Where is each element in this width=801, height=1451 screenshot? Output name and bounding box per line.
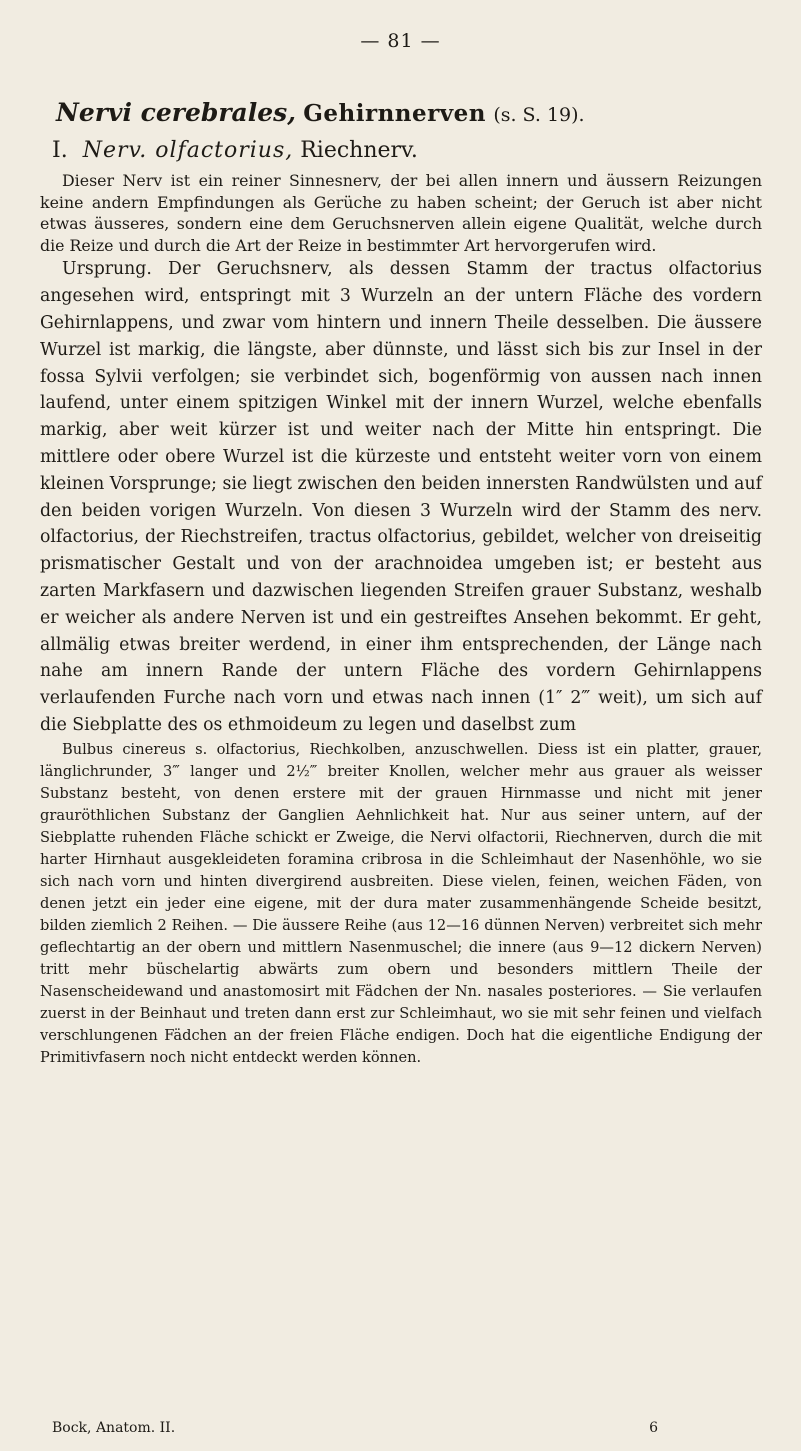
heading-latin: Nervi cerebrales, bbox=[56, 98, 296, 127]
paragraph-intro-text: Dieser Nerv ist ein reiner Sinnesnerv, der bei allen innern und äussern Reizungen keine andern Empfindungen als Gerüche zu haben scheint; der Geruch ist aber nicht etwas äusseres, sondern eine dem Geruchsnerven allein eigene Qualität, welche durch die Reize und durch die Art der Reize in bestimmter Art hervorgerufen wird. bbox=[40, 171, 762, 255]
paragraph-bulbus bbox=[40, 739, 762, 1069]
nerve-subheading bbox=[52, 136, 762, 166]
page-content bbox=[40, 98, 762, 1069]
paragraph-origin bbox=[40, 256, 762, 738]
paragraph-intro bbox=[40, 170, 762, 256]
page-number: — 81 — bbox=[360, 30, 441, 52]
paragraph-origin-text: Ursprung. Der Geruchsnerv, als dessen Stamm der tractus olfactorius angesehen wird, entspringt mit 3 Wurzeln an der untern Fläche des vordern Gehirnlappens, und zwar vom hintern und innern Theile desselben. Die äussere Wurzel ist markig, die längste, aber dünnste, und lässt sich bis zur Insel in der fossa Sylvii verfolgen; sie verbindet sich, bogenförmig von aussen nach innen laufend, unter einem spitzigen Winkel mit der innern Wurzel, welche ebenfalls markig, aber weit kürzer ist und weiter nach der Mitte hin entspringt. Die mittlere oder obere Wurzel ist die kürzeste und entsteht weiter vorn von einem kleinen Vorsprunge; sie liegt zwischen den beiden innersten Randwülsten und auf den beiden vorigen Wurzeln. Von diesen 3 Wurzeln wird der Stamm des nerv. olfactorius, der Riechstreifen, tractus olfactorius, gebildet, welcher von dreiseitig prismatischer Gestalt und von der arachnoidea umgeben ist; er besteht aus zarten Markfasern und dazwischen liegenden Streifen grauer Substanz, weshalb er weicher als andere Nerven ist und ein gestreiftes Ansehen bekommt. Er geht, allmälig etwas breiter werdend, in einer ihm entsprechenden, der Länge nach nahe am innern Rande der untern Fläche des vordern Gehirnlappens verlaufenden Furche nach vorn und etwas nach innen (1″ 2‴ weit), um sich auf die Siebplatte des os ethmoideum zu legen und daselbst zum bbox=[40, 259, 762, 735]
subheading-german: Riechnerv. bbox=[300, 138, 418, 163]
footer-signature: Bock, Anatom. II. bbox=[52, 1420, 176, 1436]
heading-german: Gehirnnerven bbox=[303, 100, 486, 127]
paragraph-bulbus-text: Bulbus cinereus s. olfactorius, Riechkolben, anzuschwellen. Diess ist ein platter, grauer, länglichrunder, 3‴ langer und 2½‴ breiter Knollen, welcher mehr aus grauer als weisser Substanz besteht, von denen erstere mit der grauen Hirnmasse und nicht mit jener grauröthlichen Substanz der Ganglien Aehnlichkeit hat. Nur aus seiner untern, auf der Siebplatte ruhenden Fläche schickt er Zweige, die Nervi olfactorii, Riechnerven, durch die mit harter Hirnhaut ausgekleideten foramina cribrosa in die Schleimhaut der Nasenhöhle, wo sie sich nach vorn und hinten divergirend ausbreiten. Diese vielen, feinen, weichen Fäden, von denen jetzt ein jeder eine eigene, mit der dura mater zusammenhängende Scheide besitzt, bilden ziemlich 2 Reihen. — Die äussere Reihe (aus 12—16 dünnen Nerven) verbreitet sich mehr geflechtartig an der obern und mittlern Nasenmuschel; die innere (aus 9—12 dickern Nerven) tritt mehr büschelartig abwärts zum obern und besonders mittlern Theile der Nasenscheidewand und anastomosirt mit Fädchen der Nn. nasales posteriores. — Sie verlaufen zuerst in der Beinhaut und treten dann erst zur Schleimhaut, wo sie mit sehr feinen und vielfach verschlungenen Fädchen an der freien Fläche endigen. Doch hat die eigentliche Endigung der Primitivfasern noch nicht entdeckt werden können. bbox=[40, 740, 762, 1066]
section-heading bbox=[56, 98, 762, 130]
subheading-latin: Nerv. olfactorius, bbox=[82, 138, 294, 163]
page-footer bbox=[52, 1420, 762, 1436]
footer-sheet-number: 6 bbox=[649, 1420, 658, 1436]
heading-reference: (s. S. 19). bbox=[493, 104, 585, 126]
subheading-number: I. bbox=[52, 138, 68, 163]
